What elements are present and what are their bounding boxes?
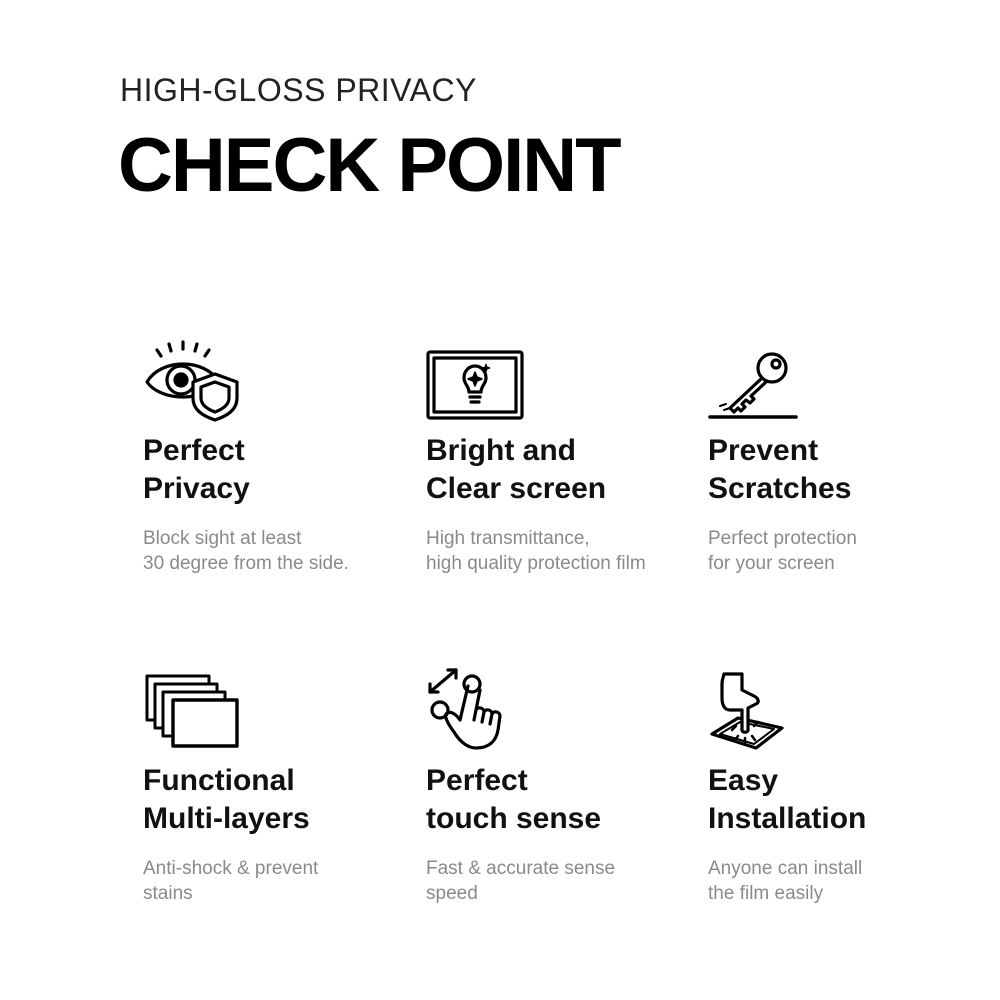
feature-desc-line: Anti-shock & prevent	[143, 858, 319, 879]
feature-description	[426, 526, 666, 576]
feature-desc-line: Anyone can install	[708, 858, 863, 879]
feature-title	[426, 432, 666, 508]
screen-lightbulb-icon	[426, 340, 526, 420]
feature-title-line: Functional	[143, 764, 295, 797]
feature-desc-line: Perfect protection	[708, 528, 857, 549]
feature-description	[708, 526, 948, 576]
feature-title-line: Easy	[708, 764, 779, 797]
feature-desc-line: High transmittance,	[426, 528, 590, 549]
eye-shield-icon	[143, 340, 243, 420]
page-title: CHECK POINT	[118, 123, 620, 208]
layers-icon	[143, 670, 243, 750]
feature-title	[708, 432, 948, 508]
feature-title-line: Bright and	[426, 434, 576, 467]
finger-press-icon	[708, 670, 808, 750]
feature-title-line: Multi-layers	[143, 802, 310, 835]
feature-title-line: Installation	[708, 802, 867, 835]
feature-prevent-scratches	[708, 340, 948, 576]
feature-desc-line: stains	[143, 883, 193, 904]
feature-title-line: Perfect	[143, 434, 245, 467]
key-scratch-icon	[708, 340, 808, 420]
feature-functional-multi-layers	[143, 670, 383, 906]
feature-perfect-touch-sense	[426, 670, 666, 906]
feature-title-line: Clear screen	[426, 472, 607, 505]
feature-title	[708, 762, 948, 838]
feature-title-line: Privacy	[143, 472, 250, 505]
feature-description	[708, 856, 948, 906]
feature-title	[143, 762, 383, 838]
page-subtitle: HIGH-GLOSS PRIVACY	[120, 72, 477, 108]
feature-title-line: Prevent	[708, 434, 819, 467]
feature-title	[143, 432, 383, 508]
feature-title-line: Scratches	[708, 472, 852, 505]
feature-desc-line: Block sight at least	[143, 528, 302, 549]
feature-perfect-privacy	[143, 340, 383, 576]
feature-title-line: touch sense	[426, 802, 602, 835]
feature-title	[426, 762, 666, 838]
feature-desc-line: speed	[426, 883, 478, 904]
feature-desc-line: high quality protection film	[426, 553, 646, 574]
feature-description	[143, 856, 383, 906]
feature-description	[143, 526, 383, 576]
feature-title-line: Perfect	[426, 764, 528, 797]
feature-easy-installation	[708, 670, 948, 906]
feature-description	[426, 856, 666, 906]
feature-bright-clear-screen	[426, 340, 666, 576]
feature-desc-line: 30 degree from the side.	[143, 553, 349, 574]
touch-gesture-icon	[426, 670, 526, 750]
feature-desc-line: Fast & accurate sense	[426, 858, 616, 879]
feature-desc-line: the film easily	[708, 883, 824, 904]
feature-desc-line: for your screen	[708, 553, 835, 574]
